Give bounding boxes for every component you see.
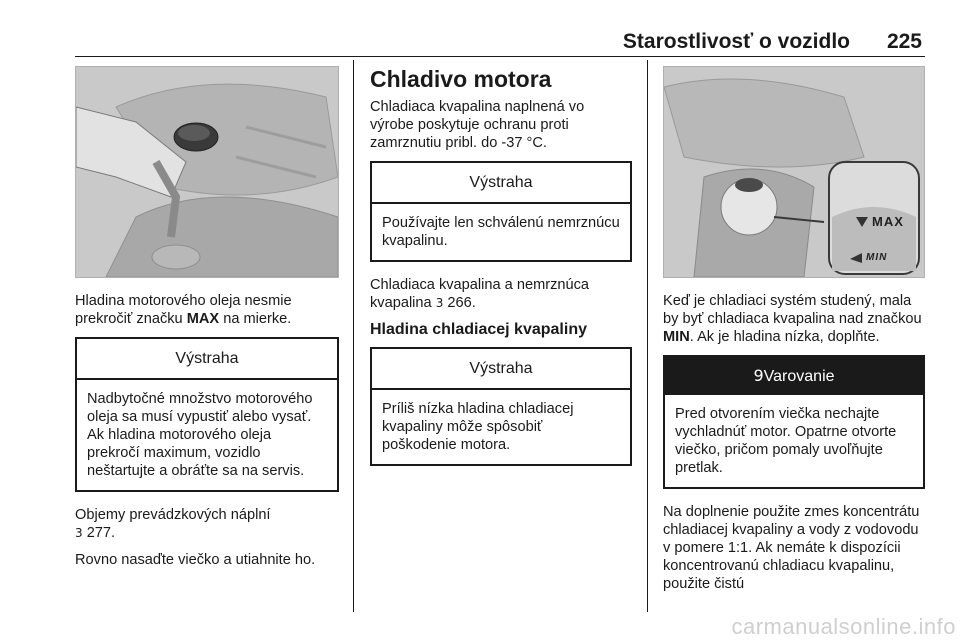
fluid-capacities-paragraph: Objemy prevádzkových náplní 3 277. <box>75 507 271 541</box>
coolant-warning-text-2: Príliš nízka hladina chladiacej kvapaliny môže spôsobiť poškodenie motora. <box>382 401 574 453</box>
min-marker-label: MIN <box>866 252 888 263</box>
chapter-title: Starostlivosť o vozidlo <box>622 30 850 53</box>
coolant-caution-box <box>663 355 925 489</box>
coolant-warning-title-2: Výstraha <box>372 349 630 390</box>
engine-oil-illustration <box>76 67 338 277</box>
header-rule <box>75 56 925 57</box>
coolant-caution-title: 9Varovanie <box>665 357 923 395</box>
subheading-coolant-level: Hladina chladiacej kvapaliny <box>370 321 587 338</box>
page-ref-icon: 3 <box>435 296 444 310</box>
coolant-reservoir-figure <box>663 66 925 278</box>
coolant-reservoir-illustration <box>664 67 924 277</box>
oil-warning-title: Výstraha <box>77 339 337 380</box>
oil-warning-text: Nadbytočné množstvo motorového oleja sa musí vypustiť alebo vysať. Ak hladina motorového oleja prekročí maximum, vozidlo neštartujte a obráťte sa na servis. <box>87 391 313 479</box>
watermark: carmanualsonline.info <box>731 614 956 639</box>
oil-level-paragraph: Hladina motorového oleja nesmie prekročiť značku MAX na mierke. <box>75 293 292 327</box>
column-divider-1 <box>353 60 354 612</box>
coolant-warning-box-2 <box>370 347 632 466</box>
oil-warning-box <box>75 337 339 492</box>
warning-triangle-icon: 9 <box>753 366 764 385</box>
coolant-warning-box-1 <box>370 161 632 262</box>
page-number: 225 <box>886 30 922 53</box>
max-marker-label: MAX <box>872 214 904 229</box>
coolant-warning-text-1: Používajte len schválenú nemrznúcu kvapalinu. <box>382 215 620 249</box>
column-3 <box>663 66 925 602</box>
engine-oil-figure <box>75 66 339 278</box>
column-1 <box>75 66 339 578</box>
page-header <box>0 26 960 60</box>
column-divider-2 <box>647 60 648 612</box>
coolant-level-paragraph: Keď je chladiaci systém studený, mala by byť chladiaca kvapalina nad značkou MIN. Ak je hladina nízka, doplňte. <box>663 293 922 345</box>
coolant-mix-paragraph: Na doplnenie použite zmes koncentrátu chladiacej kvapaliny a vody z vodovodu v pomere 1:1. Ak nemáte k dispozícii koncentrovanú chladiacu kvapalinu, použite čistú <box>663 504 920 592</box>
column-2 <box>370 66 632 480</box>
section-heading-coolant: Chladivo motora <box>370 66 552 92</box>
coolant-warning-title-1: Výstraha <box>372 163 630 204</box>
cap-paragraph: Rovno nasaďte viečko a utiahnite ho. <box>75 552 316 568</box>
coolant-intro: Chladiaca kvapalina naplnená vo výrobe poskytuje ochranu proti zamrznutiu pribl. do -37 °C. <box>370 99 585 151</box>
coolant-caution-text: Pred otvorením viečka nechajte vychladnúť motor. Opatrne otvorte viečko, pričom pomaly uvoľňujte pretlak. <box>675 406 897 476</box>
page-ref-icon: 3 <box>75 526 83 540</box>
antifreeze-paragraph: Chladiaca kvapalina a nemrznúca kvapalina 3 266. <box>370 277 590 311</box>
